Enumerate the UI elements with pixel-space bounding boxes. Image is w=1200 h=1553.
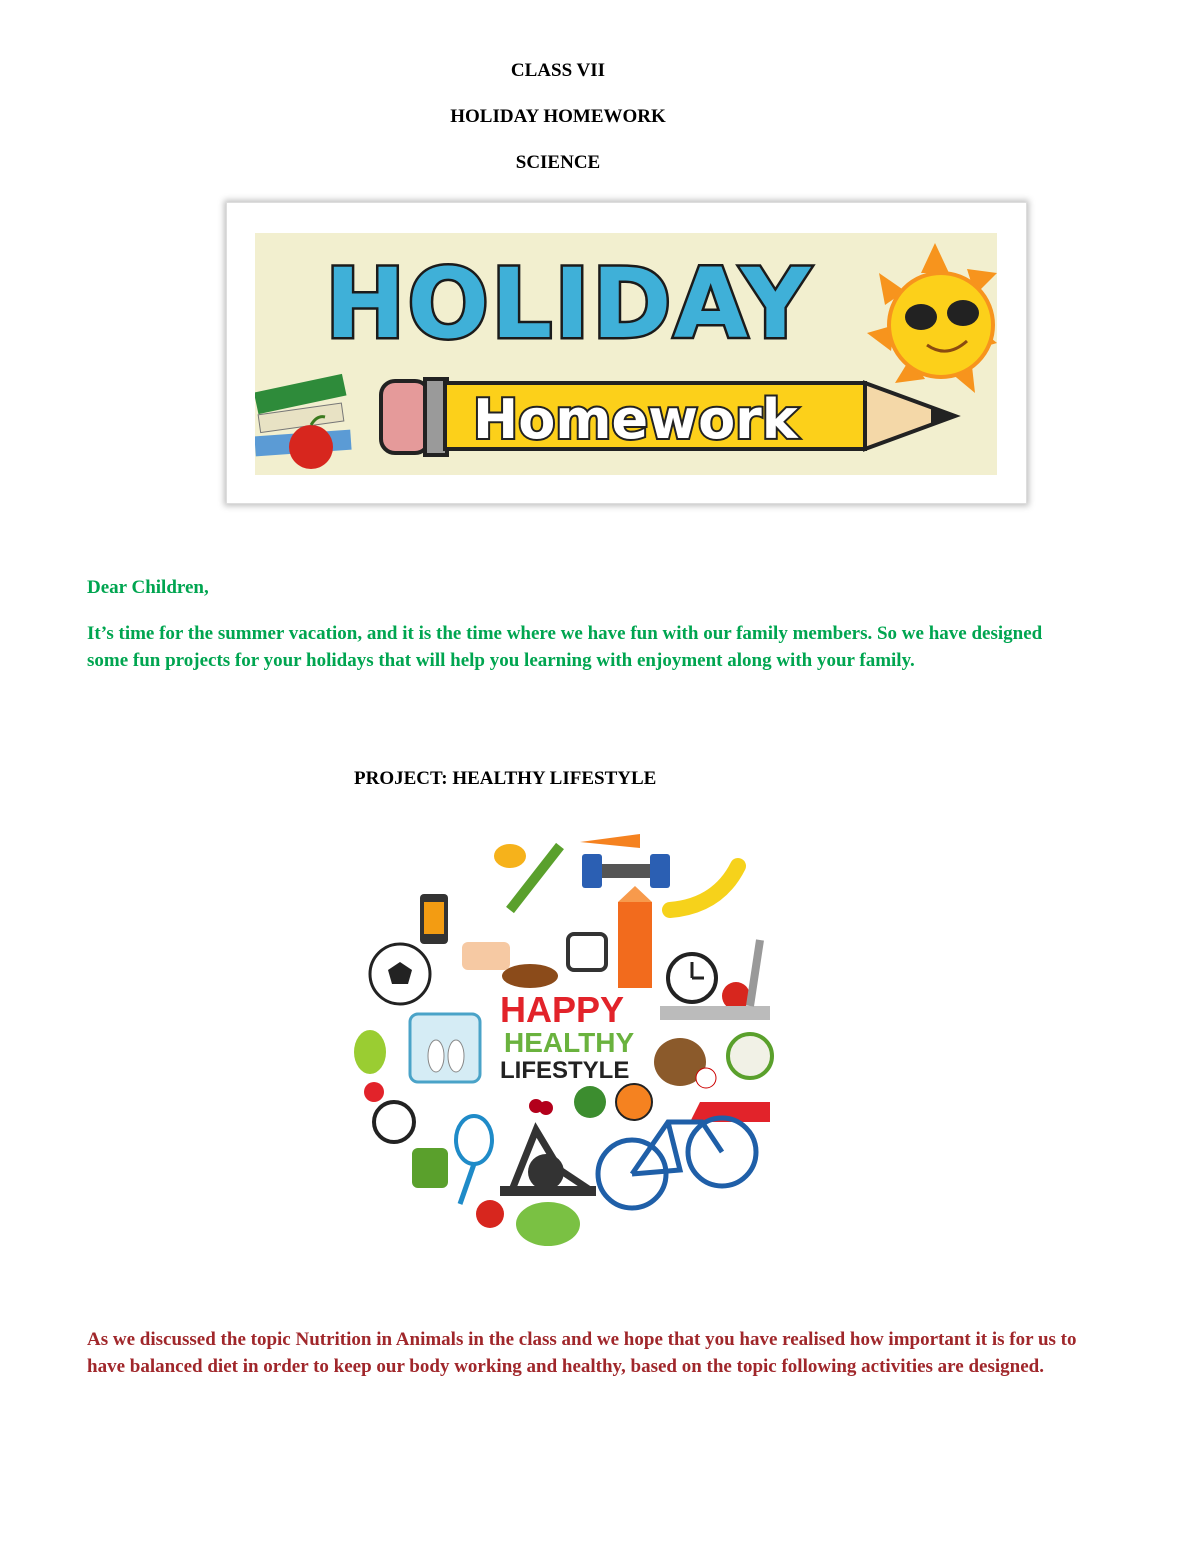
banner-illustration bbox=[255, 233, 997, 475]
tomato-icon bbox=[476, 1200, 504, 1228]
roller-skate-icon bbox=[412, 1148, 448, 1188]
baseball-icon bbox=[696, 1068, 716, 1088]
lemon-icon bbox=[494, 844, 526, 868]
project-heading: PROJECT: HEALTHY LIFESTYLE bbox=[354, 768, 657, 789]
happy-word: HAPPY bbox=[500, 989, 625, 1030]
greeting: Dear Children, bbox=[87, 577, 209, 598]
healthy-word: HEALTHY bbox=[504, 1027, 635, 1058]
smartwatch-icon bbox=[568, 934, 606, 970]
intro-paragraph: It’s time for the summer vacation, and it is the time where we have fun with our family members. So we have designed some fun projects for your holidays that will help you learning with enjoyment along with your family. bbox=[87, 623, 1043, 671]
stopwatch-icon bbox=[374, 1102, 414, 1142]
weighing-scale-icon bbox=[410, 1014, 480, 1082]
pear-icon bbox=[354, 1030, 386, 1074]
soccer-ball-icon bbox=[370, 944, 430, 1004]
strawberry-icon bbox=[364, 1082, 384, 1102]
banana-icon bbox=[670, 866, 738, 910]
alarm-clock-icon bbox=[668, 954, 716, 1002]
lifestyle-word: LIFESTYLE bbox=[500, 1057, 630, 1084]
activities-intro: As we discussed the topic Nutrition in Animals in the class and we hope that you have realised how important it is for us to have balanced diet in order to keep our body working and healthy, based on the topic following activities are designed. bbox=[87, 1329, 1077, 1377]
class-heading: CLASS VII bbox=[510, 60, 606, 81]
bicycle-icon bbox=[598, 1118, 756, 1208]
exercise-bike-icon bbox=[500, 1130, 596, 1196]
holiday-homework-heading: HOLIDAY HOMEWORK bbox=[450, 106, 666, 127]
apple-icon bbox=[722, 982, 750, 1010]
basketball-icon bbox=[616, 1084, 652, 1120]
homework-word: Homework bbox=[473, 388, 798, 451]
broccoli-icon bbox=[574, 1086, 606, 1118]
dumbbell-icon bbox=[582, 854, 670, 888]
holiday-homework-banner bbox=[226, 202, 1027, 504]
healthy-lifestyle-collage bbox=[350, 830, 800, 1260]
cauliflower-icon bbox=[728, 1034, 772, 1078]
tennis-racket-icon bbox=[456, 1116, 492, 1164]
holiday-word: HOLIDAY bbox=[325, 248, 813, 360]
subject-heading: SCIENCE bbox=[515, 152, 601, 173]
carrot-icon bbox=[580, 834, 640, 848]
hand-card-icon bbox=[462, 942, 510, 970]
cabbage-icon bbox=[516, 1202, 580, 1246]
juice-carton-icon bbox=[618, 902, 652, 988]
bread-icon bbox=[502, 964, 558, 988]
